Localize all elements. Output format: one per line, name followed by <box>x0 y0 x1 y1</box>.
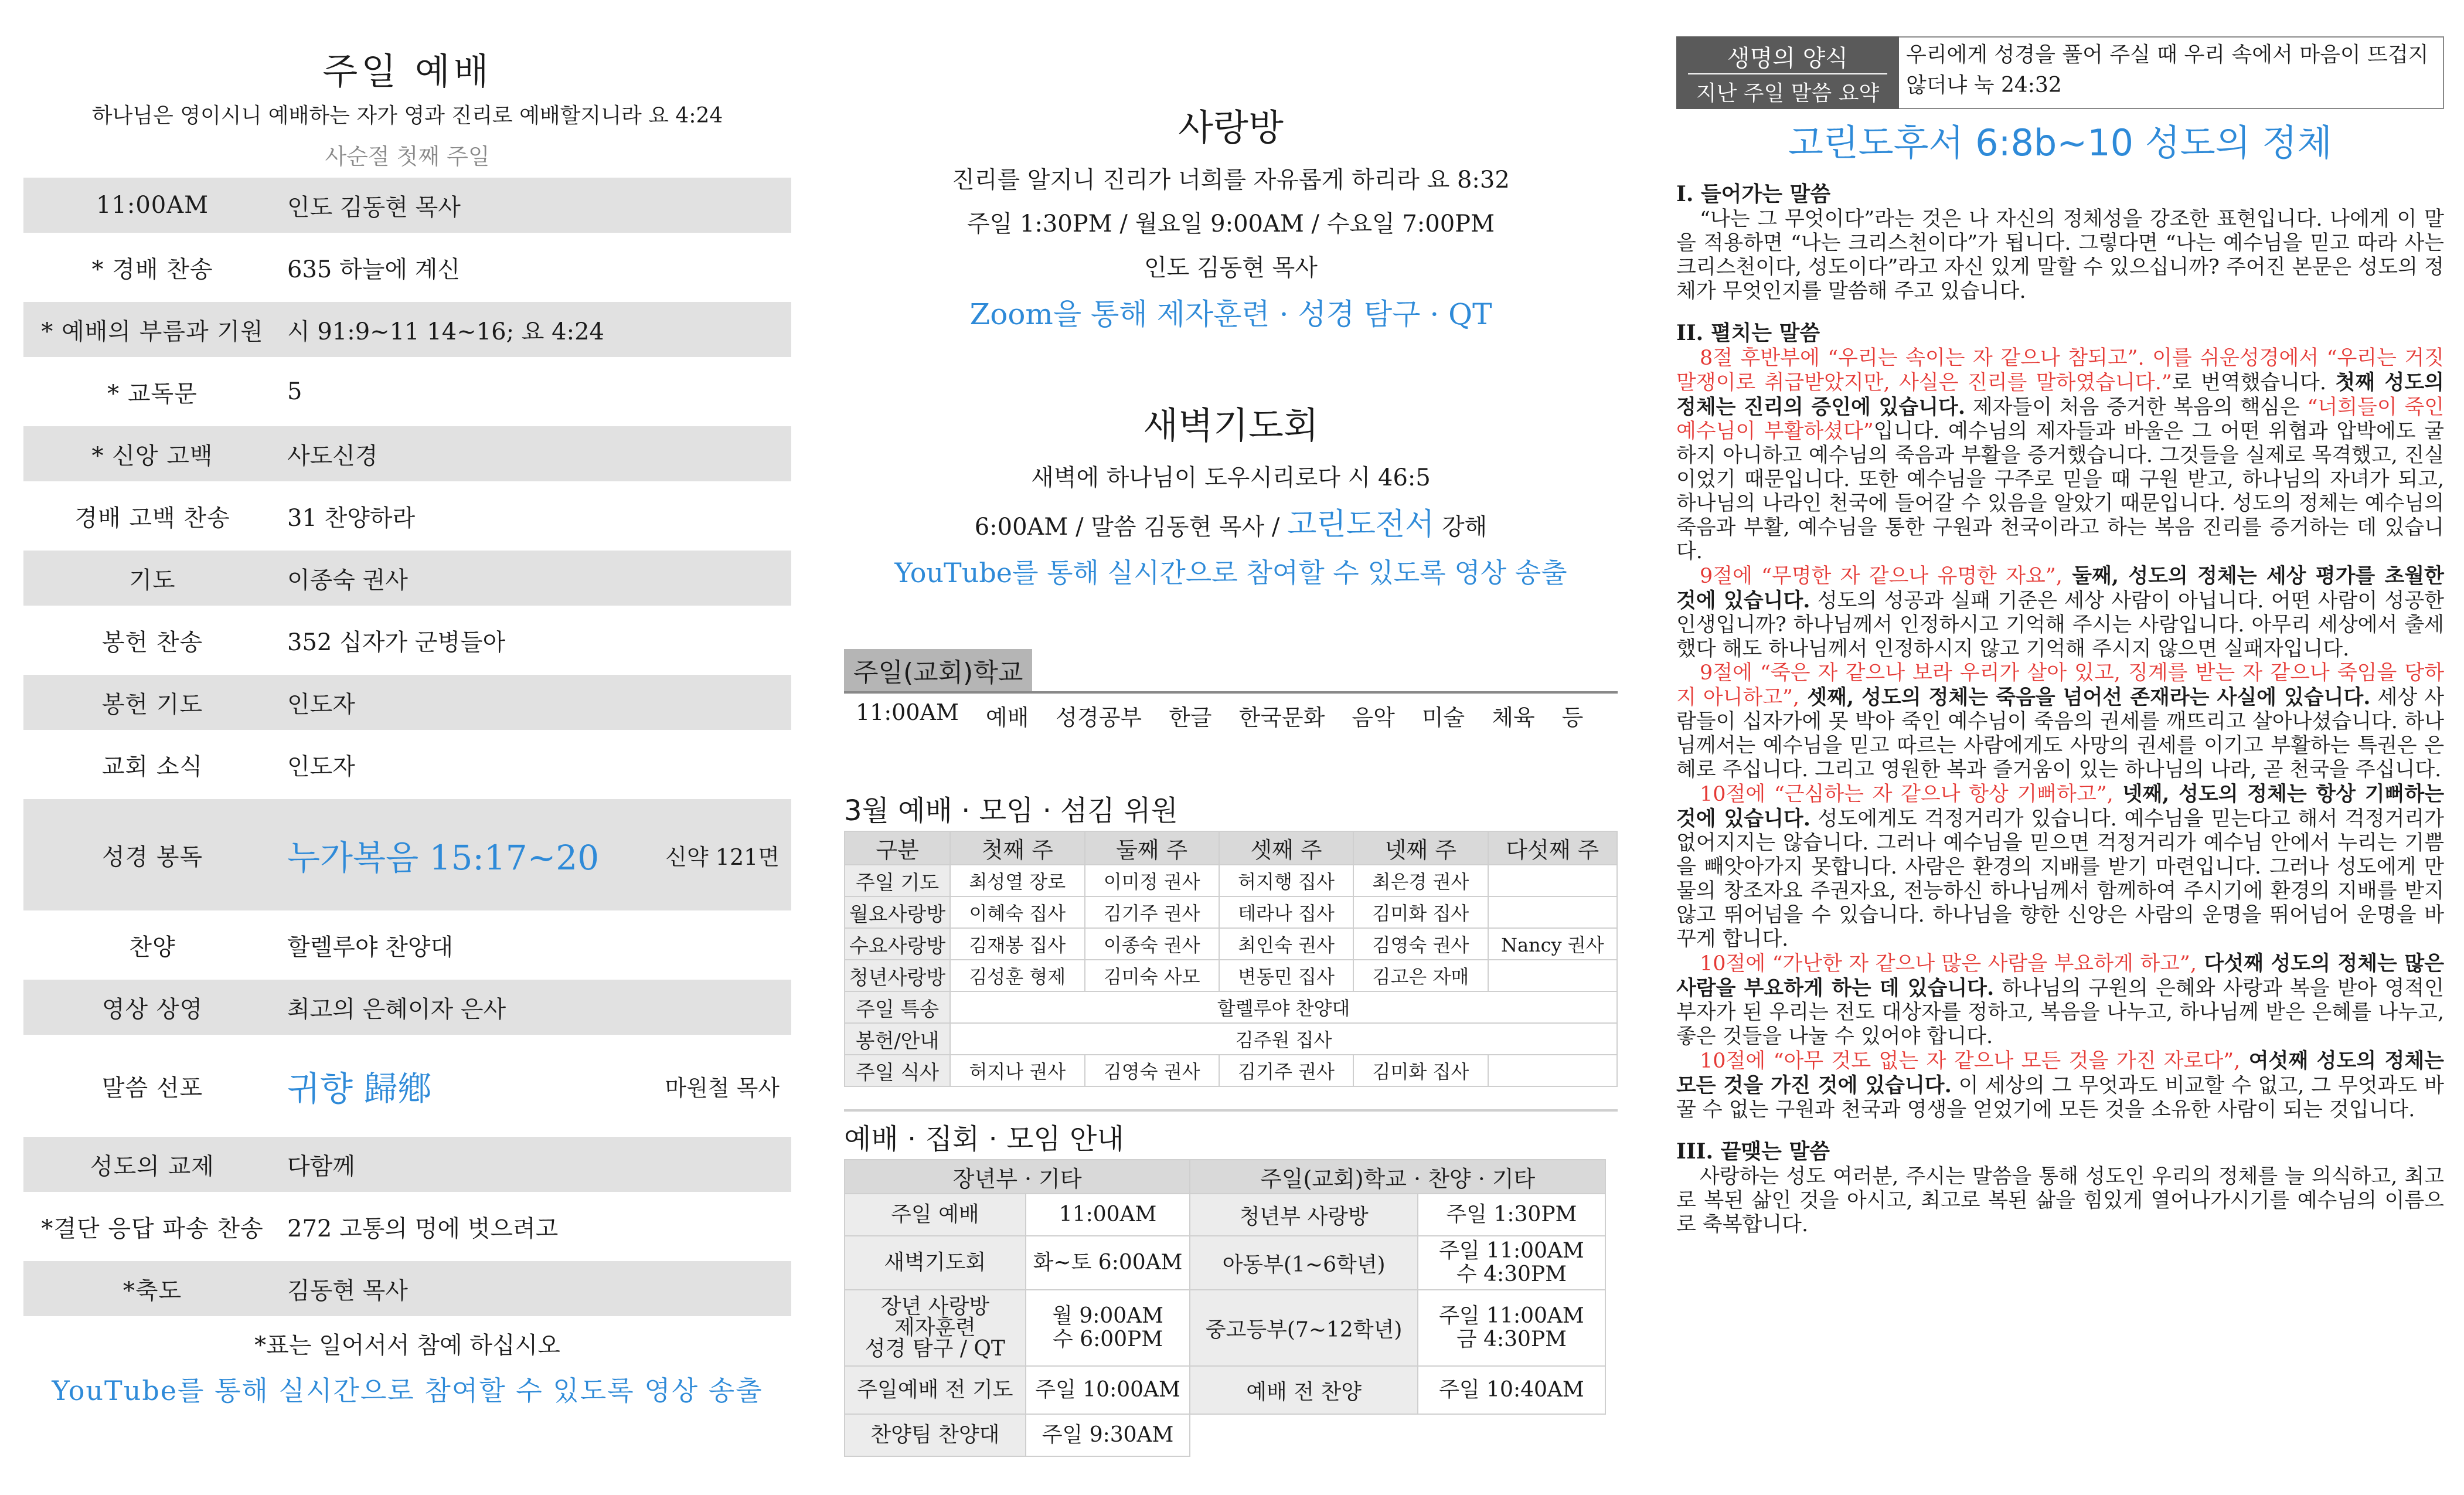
meeting-label: 주일예배 전 기도 <box>845 1366 1026 1414</box>
duty-row <box>845 865 1617 896</box>
order-value: 시 91:9~11 14~16; 요 4:24 <box>287 318 604 345</box>
dawn-time-prefix: 6:00AM / 말씀 김동현 목사 / <box>974 514 1288 541</box>
order-label: 봉헌 기도 <box>101 691 203 718</box>
order-value: 31 찬양하라 <box>287 504 416 532</box>
order-label: 찬양 <box>129 933 176 961</box>
meeting-row <box>845 1414 1605 1456</box>
order-row <box>23 613 791 668</box>
order-value: 이종숙 권사 <box>287 566 408 594</box>
order-label: * 경배 찬송 <box>91 256 213 283</box>
sarang-times: 주일 1:30PM / 월요일 9:00AM / 수요일 7:00PM <box>966 210 1495 237</box>
meeting-label: 장년 사랑방 제자훈련 성경 탐구 / QT <box>845 1290 1026 1366</box>
duty-merged-cell: 김주원 집사 <box>950 1023 1617 1055</box>
ministry-panel <box>844 0 1618 1495</box>
bread-box-title: 생명의 양식 <box>1688 36 1887 74</box>
meeting-row <box>845 1236 1605 1290</box>
sunday-school-section <box>844 649 1618 694</box>
worship-panel <box>23 0 791 1495</box>
order-row <box>23 488 791 543</box>
section-heading-body: II. 펼치는 말씀 <box>1676 321 1820 345</box>
duty-cell: 김영숙 권사 <box>1085 1055 1219 1086</box>
dawn-book: 고린도전서 <box>1287 507 1435 542</box>
order-value: 최고의 은혜이자 은사 <box>287 995 506 1023</box>
duty-cell: 김미화 집사 <box>1353 1055 1488 1086</box>
meeting-empty <box>1190 1414 1605 1456</box>
meetings-table <box>844 1159 1606 1457</box>
duty-cell <box>1488 896 1617 928</box>
order-row <box>23 918 791 973</box>
meeting-label: 아동부(1~6학년) <box>1190 1236 1418 1290</box>
bread-of-life-box <box>1676 36 1899 109</box>
order-row <box>23 426 791 481</box>
dawn-time-suffix: 강해 <box>1434 514 1488 541</box>
sarang-verse: 진리를 알지니 진리가 너희를 자유롭게 하리라 요 8:32 <box>952 167 1510 193</box>
dawn-verse: 새벽에 하나님이 도우시리로다 시 46:5 <box>1031 464 1431 491</box>
order-label: 11:00AM <box>96 192 209 219</box>
meeting-label: 예배 전 찬양 <box>1190 1366 1418 1414</box>
duty-cell: 이미정 권사 <box>1085 865 1219 896</box>
duty-header-cell: 첫째 주 <box>950 831 1084 865</box>
duty-cell: 김기주 권사 <box>1219 1055 1353 1086</box>
order-value: 사도신경 <box>287 442 378 470</box>
dawn-time <box>844 500 1618 543</box>
order-value: 635 하늘에 계신 <box>287 256 460 283</box>
sunday-school-title: 주일(교회)학교 <box>844 649 1032 691</box>
dawn-title: 새벽기도회 <box>1143 404 1319 447</box>
duty-row-label: 주일 기도 <box>845 865 950 896</box>
order-row <box>23 551 791 606</box>
order-label: *결단 응답 파송 찬송 <box>41 1215 264 1242</box>
body-paragraph-6: 10절에 “아무 것도 없는 자 같으나 모든 것을 가진 자로다”, 여섯째 성도의 정체는 모든 것을 가진 것에 있습니다. 이 세상의 그 무엇과도 비교할 수 없고, 그 무엇과도 바꿀 수 없는 구원과 천국과 영생을 얻었기에 모든 것을 소유한 사람이 되는 것입니다. <box>1676 1049 2444 1122</box>
order-row <box>23 980 791 1035</box>
dawn-youtube-note: YouTube를 통해 실시간으로 참여할 수 있도록 영상 송출 <box>894 557 1567 589</box>
preacher-name: 마원철 목사 <box>665 1075 780 1101</box>
order-row <box>23 675 791 730</box>
order-value: 김동현 목사 <box>287 1277 408 1304</box>
order-label: 성경 봉독 <box>101 843 203 871</box>
duty-cell: 허지나 권사 <box>950 1055 1084 1086</box>
duty-cell: 김영숙 권사 <box>1353 928 1488 960</box>
sunday-school-item: 성경공부 <box>1056 705 1142 730</box>
scripture-reference: 누가복음 15:17~20 <box>287 838 600 878</box>
body-paragraph-2: 9절에 “무명한 자 같으나 유명한 자요”, 둘째, 성도의 정체는 세상 평가를 초월한 것에 있습니다. 성도의 성공과 실패 기준은 세상 사람이 아닙니다. 어떤 사람이 성공한 인생입니까? 하나님께서 인정하시고 기억해 주시는 사람입니다. 아무리 세상에서 출세했다 해도 하나님께서 인정하시지 않고 기억해 주시지 않으면 실패자입니다. <box>1676 564 2444 661</box>
order-row <box>23 178 791 233</box>
youtube-note: YouTube를 통해 실시간으로 참여할 수 있도록 영상 송출 <box>52 1375 763 1406</box>
duty-row <box>845 960 1617 991</box>
duty-row-label: 월요사랑방 <box>845 896 950 928</box>
order-label: * 예배의 부름과 기원 <box>41 318 264 345</box>
sunday-school-item: 음악 <box>1352 705 1395 730</box>
meetings-title: 예배 · 집회 · 모임 안내 <box>844 1109 1618 1157</box>
duty-table <box>844 831 1618 1087</box>
meeting-row <box>845 1366 1605 1414</box>
duty-row <box>845 928 1617 960</box>
closing-paragraph: 사랑하는 성도 여러분, 주시는 말씀을 통해 성도인 우리의 정체를 늘 의식하고, 최고로 복된 삶인 것을 아시고, 최고로 복된 삶을 힘있게 열어나가시기를 예수님의 이름으로 축복합니다. <box>1676 1165 2444 1236</box>
sermon-summary-header <box>1676 36 2444 109</box>
sunday-school-item: 11:00AM <box>856 699 959 725</box>
meeting-row <box>845 1290 1605 1366</box>
sunday-school-item: 등 <box>1561 705 1584 730</box>
duty-merged-cell: 할렐루야 찬양대 <box>950 991 1617 1023</box>
duty-row-label: 주일 식사 <box>845 1055 950 1086</box>
bread-box-subtitle: 지난 주일 말씀 요약 <box>1696 81 1880 106</box>
duty-cell: 김성훈 형제 <box>950 960 1084 991</box>
order-value: 352 십자가 군병들아 <box>287 628 506 656</box>
worship-verse: 하나님은 영이시니 예배하는 자가 영과 진리로 예배할지니라 요 4:24 <box>91 104 723 128</box>
duty-cell: 김미화 집사 <box>1353 896 1488 928</box>
duty-title: 3월 예배 · 모임 · 섬김 위원 <box>844 794 1178 827</box>
meeting-time: 11:00AM <box>1026 1194 1190 1236</box>
duty-cell: 변동민 집사 <box>1219 960 1353 991</box>
worship-title: 주일 예배 <box>322 50 492 93</box>
duty-cell: 김기주 권사 <box>1085 896 1219 928</box>
sermon-summary-panel <box>1676 0 2444 1495</box>
duty-header-cell: 넷째 주 <box>1353 831 1488 865</box>
duty-row-label: 수요사랑방 <box>845 928 950 960</box>
duty-header-cell: 다섯째 주 <box>1488 831 1617 865</box>
body-paragraph-3: 9절에 “죽은 자 같으나 보라 우리가 살아 있고, 징계를 받는 자 같으나 죽임을 당하지 아니하고”, 셋째, 성도의 정체는 죽음을 넘어선 존재라는 사실에 있습니다. 세상 사람들이 십자가에 못 박아 죽인 예수님이 죽음의 권세를 깨뜨리고 살아나셨습니다. 하나님께서는 예수님을 믿고 따르는 사람에게도 사망의 권세를 이기고 부활하는 특권은 은혜로 주십니다. 그리고 영원한 복과 즐거움이 있는 하나님의 나라, 곧 천국을 주십니다. <box>1676 661 2444 782</box>
order-label: *축도 <box>122 1277 182 1304</box>
meeting-row <box>845 1194 1605 1236</box>
duty-row-label: 주일 특송 <box>845 991 950 1023</box>
order-row <box>23 1137 791 1192</box>
order-row <box>23 364 791 419</box>
scripture-row <box>23 799 791 910</box>
duty-row-label: 봉헌/안내 <box>845 1023 950 1055</box>
order-label: 기도 <box>129 566 176 594</box>
sarang-leader: 인도 김동현 목사 <box>1144 254 1318 281</box>
duty-cell: Nancy 권사 <box>1488 928 1617 960</box>
scripture-page: 신약 121면 <box>665 844 780 870</box>
sunday-school-item: 한국문화 <box>1238 705 1325 730</box>
sunday-school-item: 미술 <box>1421 705 1465 730</box>
meeting-label: 중고등부(7~12학년) <box>1190 1290 1418 1366</box>
order-value: 인도자 <box>287 691 355 718</box>
order-label: 말씀 선포 <box>101 1074 203 1102</box>
meeting-time: 주일 9:30AM <box>1026 1414 1190 1456</box>
sunday-school-item: 예배 <box>985 705 1029 730</box>
bread-verse: 우리에게 성경을 풀어 주실 때 우리 속에서 마음이 뜨겁지 않더냐 눅 24:32 <box>1899 36 2444 109</box>
duty-cell: 김고은 자매 <box>1353 960 1488 991</box>
order-row <box>23 240 791 295</box>
meeting-label: 새벽기도회 <box>845 1236 1026 1290</box>
duty-header-cell: 구분 <box>845 831 950 865</box>
duty-row <box>845 991 1617 1023</box>
meeting-time: 화~토 6:00AM <box>1026 1236 1190 1290</box>
duty-cell <box>1488 960 1617 991</box>
duty-row <box>845 896 1617 928</box>
order-label: * 신앙 고백 <box>91 442 213 470</box>
order-value: 할렐루야 찬양대 <box>287 933 454 961</box>
meeting-time: 주일 11:00AM 금 4:30PM <box>1418 1290 1605 1366</box>
body-paragraph-4: 10절에 “근심하는 자 같으나 항상 기뻐하고”, 넷째, 성도의 정체는 항상 기뻐하는 것에 있습니다. 성도에게도 걱정거리가 있습니다. 예수님을 믿는다고 해서 걱정거리가 없어지지는 않습니다. 그러나 예수님을 믿으면 걱정거리가 예수님 안에서 누리는 기쁨을 빼앗아가지 못합니다. 사람은 환경의 지배를 받기 마련입니다. 그러나 성도에게 만물의 창조자요 주권자요, 전능하신 하나님께서 함께하여 주시기에 환경의 지배를 받지 않고 뛰어넘을 수 있습니다. 하나님을 향한 신앙은 사람의 운명을 뛰어넘어 운명을 바꾸게 합니다. <box>1676 782 2444 951</box>
duty-cell: 이종숙 권사 <box>1085 928 1219 960</box>
duty-row-label: 청년사랑방 <box>845 960 950 991</box>
order-row <box>23 1199 791 1254</box>
order-value: 272 고통의 멍에 벗으려고 <box>287 1215 559 1242</box>
meeting-time: 주일 10:40AM <box>1418 1366 1605 1414</box>
order-value: 인도자 <box>287 753 355 780</box>
sunday-school-item: 체육 <box>1492 705 1535 730</box>
summary-sermon-title: 고린도후서 6:8b~10 성도의 정체 <box>1788 121 2333 164</box>
duty-cell: 이혜숙 집사 <box>950 896 1084 928</box>
meetings-header-school: 주일(교회)학교 · 찬양 · 기타 <box>1190 1160 1605 1194</box>
meeting-label: 찬양팀 찬양대 <box>845 1414 1026 1456</box>
order-row <box>23 737 791 792</box>
duty-cell: 김재봉 집사 <box>950 928 1084 960</box>
duty-row <box>845 1023 1617 1055</box>
meeting-time: 주일 1:30PM <box>1418 1194 1605 1236</box>
order-value: 다함께 <box>287 1153 355 1180</box>
meeting-label: 주일 예배 <box>845 1194 1026 1236</box>
duty-cell: 최은경 권사 <box>1353 865 1488 896</box>
duty-cell: 최성열 장로 <box>950 865 1084 896</box>
body-paragraph-1: 8절 후반부에 “우리는 속이는 자 같으나 참되고”. 이를 쉬운성경에서 “우리는 거짓말쟁이로 취급받았지만, 사실은 진리를 말하였습니다.”로 번역했습니다. 첫째 성도의 정체는 진리의 증인에 있습니다. 제자들이 처음 증거한 복음의 핵심은 “너희들이 죽인 예수님이 부활하셨다”입니다. 예수님의 제자들과 바울은 그 어떤 위협과 압박에도 굴하지 아니하고 예수님의 죽음과 부활을 증거했습니다. 그것들을 실제로 목격했고, 진실이었기 때문입니다. 또한 예수님을 구주로 믿을 때 구원 받고, 하나님의 자녀가 되고, 하나님의 나라인 천국에 들어갈 수 있음을 알았기 때문입니다. 성도의 정체는 예수님의 죽음과 부활, 예수님을 통한 구원과 천국이라고 하는 복음 진리를 증거하는 데 있습니다. <box>1676 346 2445 563</box>
sermon-title: 귀향 歸鄕 <box>287 1069 432 1109</box>
duty-row <box>845 1055 1617 1086</box>
sunday-school-items <box>844 699 1618 732</box>
order-label: * 교독문 <box>107 380 198 407</box>
duty-header-cell: 셋째 주 <box>1219 831 1353 865</box>
order-label: 경배 고백 찬송 <box>74 504 230 532</box>
meeting-time: 주일 10:00AM <box>1026 1366 1190 1414</box>
order-label: 교회 소식 <box>101 753 203 780</box>
duty-cell <box>1488 865 1617 896</box>
order-label: 영상 상영 <box>101 995 203 1023</box>
section-heading-closing: III. 끝맺는 말씀 <box>1676 1139 1830 1164</box>
sunday-school-item: 한글 <box>1169 705 1212 730</box>
season-label: 사순절 첫째 주일 <box>325 144 490 169</box>
order-label: 성도의 교제 <box>90 1153 215 1180</box>
order-row <box>23 302 791 357</box>
meeting-label: 청년부 사랑방 <box>1190 1194 1418 1236</box>
order-of-worship <box>23 178 791 792</box>
order-row <box>23 1261 791 1316</box>
duty-cell: 허지행 집사 <box>1219 865 1353 896</box>
order-value: 인도 김동현 목사 <box>287 193 461 221</box>
section-heading-intro: I. 들어가는 말씀 <box>1676 182 1831 206</box>
duty-cell: 테라나 집사 <box>1219 896 1353 928</box>
duty-cell: 김미숙 사모 <box>1085 960 1219 991</box>
meeting-time: 주일 11:00AM 수 4:30PM <box>1418 1236 1605 1290</box>
order-value: 5 <box>287 378 302 405</box>
meeting-time: 월 9:00AM 수 6:00PM <box>1026 1290 1190 1366</box>
sarang-title: 사랑방 <box>1178 106 1284 149</box>
meetings-header-adult: 장년부 · 기타 <box>845 1160 1190 1194</box>
duty-header-cell: 둘째 주 <box>1085 831 1219 865</box>
intro-paragraph: “나는 그 무엇이다”라는 것은 나 자신의 정체성을 강조한 표현입니다. 나에게 이 말을 적용하면 “나는 크리스천이다”가 됩니다. 그렇다면 “나는 예수님을 믿고 따라 사는 크리스천이다, 성도이다”라고 자신 있게 말할 수 있으십니까? 주어진 본문은 성도의 정체가 무엇인지를 말씀해 주고 있습니다. <box>1676 208 2444 303</box>
sermon-row <box>23 1042 791 1130</box>
zoom-note: Zoom을 통해 제자훈련 · 성경 탐구 · QT <box>969 297 1492 331</box>
stand-note: *표는 일어서서 참예 하십시오 <box>254 1332 560 1359</box>
duty-cell: 최인숙 권사 <box>1219 928 1353 960</box>
order-label: 봉헌 찬송 <box>101 628 203 656</box>
duty-cell <box>1488 1055 1617 1086</box>
body-paragraph-5: 10절에 “가난한 자 같으나 많은 사람을 부요하게 하고”, 다섯째 성도의 정체는 많은 사람을 부요하게 하는 데 있습니다. 하나님의 구원의 은혜와 사랑과 복을 받아 영적인 부자가 된 우리는 전도 대상자를 정하고, 복음을 나누고, 하나님께 받은 은혜를 나누고, 좋은 것들을 나눌 수 있어야 합니다. <box>1676 952 2445 1048</box>
